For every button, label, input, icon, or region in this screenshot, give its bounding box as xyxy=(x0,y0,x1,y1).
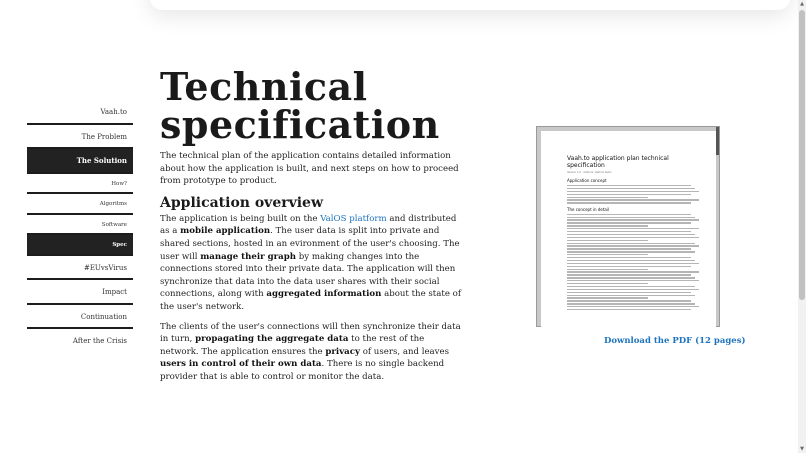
valos-platform-link[interactable]: ValOS platform xyxy=(320,213,387,224)
pdf-doc-title: Vaah.to application plan technical specification xyxy=(567,155,669,169)
text-span: about the state of the user's network. xyxy=(160,289,462,312)
pdf-text-line xyxy=(567,237,699,238)
pdf-text-line xyxy=(567,194,691,195)
pdf-text-line xyxy=(567,306,699,307)
sidebar-nav xyxy=(27,100,133,354)
pdf-text-line xyxy=(567,217,695,218)
pdf-text-line xyxy=(567,274,691,275)
pdf-text-line xyxy=(567,228,699,229)
pdf-page-thumbnail xyxy=(541,131,716,328)
nav-item-spec[interactable]: Spec xyxy=(27,235,133,256)
emphasis-text: users in control of their own data xyxy=(160,359,322,370)
emphasis-text: privacy xyxy=(325,346,360,357)
pdf-text-line xyxy=(567,269,648,270)
text-span: and distributed as a xyxy=(160,213,457,237)
emphasis-text: manage their graph xyxy=(200,251,296,262)
pdf-text-line xyxy=(567,295,695,296)
pdf-text-line xyxy=(567,199,699,200)
pdf-text-line xyxy=(567,243,695,244)
nav-item-the-problem[interactable]: The Problem xyxy=(27,125,133,150)
text-span: by making changes into the connections stored into their private data. The application will then synchronize that data into the data user shares with their social connections, along with xyxy=(160,251,456,300)
text-span: The clients of the user's connections will then synchronize their data in turn, xyxy=(160,321,461,345)
header-card-edge xyxy=(150,0,790,10)
text-span: . The user data is split into private and shared sections, hosted in an evironment of the user's choosing. The user will xyxy=(160,226,460,262)
emphasis-text: aggregated information xyxy=(266,289,382,300)
pdf-scrollbar-thumb[interactable] xyxy=(716,127,719,155)
page-title-line2: specification xyxy=(160,102,440,147)
nav-item-software[interactable]: Software xyxy=(27,215,133,236)
page-title-line1: Technical xyxy=(160,64,368,109)
pdf-text-line xyxy=(567,251,695,252)
pdf-text-line xyxy=(567,214,691,215)
pdf-text-line xyxy=(567,222,691,223)
nav-item-after-the-crisis[interactable]: After the Crisis xyxy=(72,337,127,345)
page-title xyxy=(160,64,440,147)
pdf-doc-meta: Version 1.0 · Authors: Vaah.to team xyxy=(567,171,612,174)
text-span: of users, and leaves xyxy=(359,346,450,357)
intro-paragraph: The technical plan of the application contains detailed information about how the application is built, and next steps on how to proceed from prototype to product. xyxy=(160,151,459,187)
download-pdf-link[interactable]: Download the PDF (12 pages) xyxy=(604,336,746,346)
pdf-text-line xyxy=(567,303,695,304)
pdf-text-line xyxy=(567,266,691,267)
pdf-text-line xyxy=(567,254,648,255)
pdf-text-line xyxy=(567,234,695,235)
pdf-text-line xyxy=(567,309,691,310)
pdf-text-line xyxy=(567,280,699,281)
pdf-text-line xyxy=(567,292,691,293)
text-span: to the rest of the network. The application ensures the xyxy=(160,334,425,357)
pdf-text-line xyxy=(567,245,699,246)
pdf-preview[interactable] xyxy=(536,126,720,327)
pdf-text-line xyxy=(567,202,691,203)
pdf-text-line xyxy=(567,191,699,192)
pdf-text-line xyxy=(567,225,648,226)
pdf-text-block xyxy=(567,185,702,204)
emphasis-text: propagating the aggregate data xyxy=(195,334,349,345)
overview-paragraph-2 xyxy=(160,321,465,384)
scroll-up-arrow-icon[interactable]: ▲ xyxy=(800,1,804,7)
pdf-text-line xyxy=(567,260,695,261)
pdf-text-line xyxy=(567,219,699,220)
main-content xyxy=(160,150,465,391)
section-heading-overview: Application overview xyxy=(160,194,324,211)
nav-item-algoritms[interactable]: Algoritms xyxy=(27,194,133,215)
pdf-text-line xyxy=(567,263,699,264)
pdf-text-line xyxy=(567,300,691,301)
nav-item-vaahto[interactable]: Vaah.to xyxy=(27,100,133,125)
pdf-text-line xyxy=(567,283,648,284)
nav-item-continuation[interactable]: Continuation xyxy=(27,305,133,330)
page-scrollbar[interactable] xyxy=(798,0,806,453)
pdf-text-line xyxy=(567,297,648,298)
pdf-text-line xyxy=(567,185,691,186)
text-span: The application is being built on the xyxy=(160,213,321,224)
nav-item-impact[interactable]: Impact xyxy=(27,280,133,305)
pdf-text-line xyxy=(567,197,648,198)
pdf-text-block xyxy=(567,214,702,311)
pdf-text-line xyxy=(567,188,695,189)
pdf-text-line xyxy=(567,248,691,249)
scrollbar-thumb[interactable] xyxy=(799,10,805,300)
pdf-section-heading: The concept in detail xyxy=(567,206,610,212)
nav-item-the-solution[interactable]: The Solution xyxy=(27,149,133,174)
nav-item-how[interactable]: How? xyxy=(27,174,133,195)
nav-item-euvsvirus[interactable]: #EUvsVirus xyxy=(27,256,133,281)
pdf-text-line xyxy=(567,289,699,290)
scroll-down-arrow-icon[interactable]: ▼ xyxy=(800,446,804,452)
overview-paragraph-1 xyxy=(160,213,465,314)
text-span: . There is no single backend provider that is able to control or monitor the data. xyxy=(160,359,445,382)
pdf-text-line xyxy=(567,271,699,272)
pdf-text-line xyxy=(567,286,695,287)
pdf-text-line xyxy=(567,277,695,278)
pdf-section-heading: Application concept xyxy=(567,178,607,183)
pdf-text-line xyxy=(567,257,691,258)
emphasis-text: mobile application xyxy=(180,226,271,237)
pdf-text-line xyxy=(567,240,648,241)
pdf-text-line xyxy=(567,231,691,232)
